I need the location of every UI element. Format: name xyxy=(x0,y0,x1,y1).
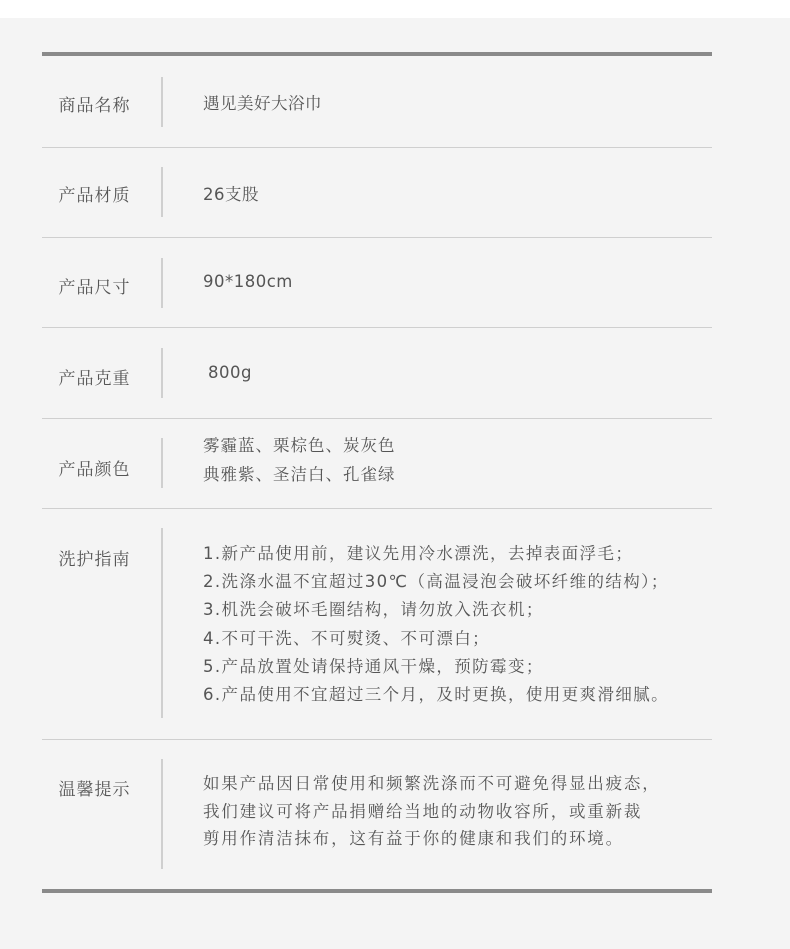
care-guide-line: 1.新产品使用前，建议先用冷水漂洗，去掉表面浮毛； xyxy=(203,544,634,563)
care-guide-list xyxy=(203,540,669,709)
care-guide-line: 6.产品使用不宜超过三个月，及时更换，使用更爽滑细腻。 xyxy=(203,685,670,705)
row-divider xyxy=(161,528,163,718)
material-label: 产品材质 xyxy=(58,186,131,206)
weight-label: 产品克重 xyxy=(58,369,131,389)
row-divider xyxy=(161,167,163,217)
product-name-value: 遇见美好大浴巾 xyxy=(203,94,322,113)
material-value: 26支股 xyxy=(203,185,259,204)
row-separator xyxy=(42,508,712,509)
row-divider xyxy=(161,77,163,127)
top-strip xyxy=(0,0,790,18)
tips-list xyxy=(203,770,661,853)
colors-label: 产品颜色 xyxy=(58,460,131,480)
row-separator xyxy=(42,147,712,148)
tips-label: 温馨提示 xyxy=(58,780,131,800)
care-guide-line: 4.不可干洗、不可熨烫、不可漂白； xyxy=(203,628,491,648)
weight-value: 800g xyxy=(208,363,252,382)
colors-line: 典雅紫、圣洁白、孔雀绿 xyxy=(203,465,396,484)
size-value: 90*180cm xyxy=(203,272,293,291)
size-label: 产品尺寸 xyxy=(58,278,131,298)
tips-line: 如果产品因日常使用和频繁洗涤而不可避免得显出疲态， xyxy=(203,774,661,793)
table-top-rule xyxy=(42,52,712,56)
tips-line: 剪用作清洁抹布，这有益于你的健康和我们的环境。 xyxy=(203,829,624,848)
care-guide-line: 2.洗涤水温不宜超过30℃（高温浸泡会破坏纤维的结构）； xyxy=(203,572,669,592)
row-divider xyxy=(161,348,163,398)
colors-list xyxy=(203,431,396,489)
row-divider xyxy=(161,258,163,308)
product-name-label: 商品名称 xyxy=(58,96,131,116)
row-separator xyxy=(42,237,712,238)
row-separator xyxy=(42,418,712,419)
care-guide-label: 洗护指南 xyxy=(58,550,131,570)
care-guide-line: 5.产品放置处请保持通风干燥，预防霉变； xyxy=(203,656,544,676)
care-guide-line: 3.机洗会破坏毛圈结构，请勿放入洗衣机； xyxy=(203,600,544,620)
table-bottom-rule xyxy=(42,889,712,893)
row-divider xyxy=(161,759,163,869)
colors-line: 雾霾蓝、栗棕色、炭灰色 xyxy=(203,436,396,455)
row-divider xyxy=(161,438,163,488)
tips-line: 我们建议可将产品捐赠给当地的动物收容所，或重新裁 xyxy=(203,801,643,821)
row-separator xyxy=(42,327,712,328)
row-separator xyxy=(42,739,712,740)
